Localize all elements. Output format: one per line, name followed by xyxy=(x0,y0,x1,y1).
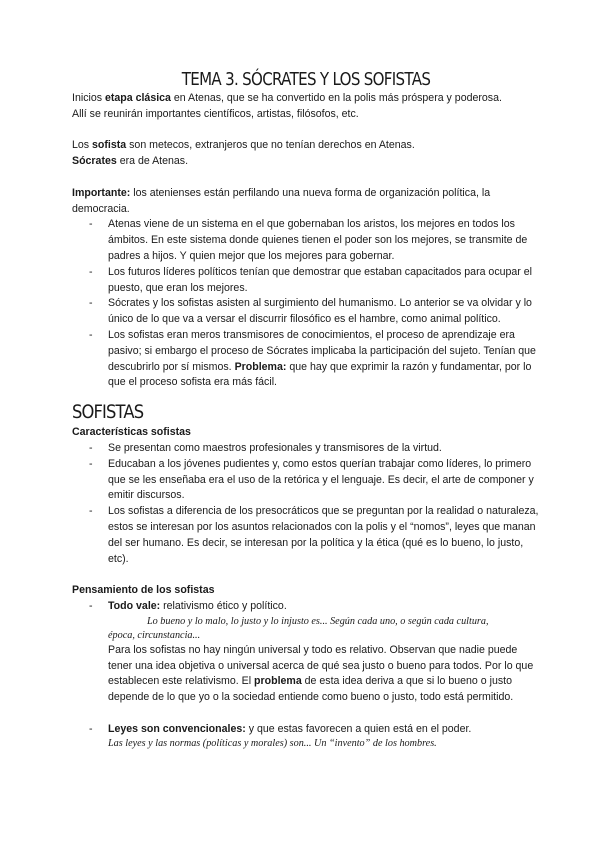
pensamiento-list-2 xyxy=(72,722,540,738)
problema-term: problema xyxy=(254,675,302,688)
intro-text: Inicios xyxy=(72,92,105,104)
text: Los sofistas eran meros transmisores de conocimientos, el proceso de aprendizaje era pasivo; si embargo el proceso de Sócrates implicaba la participación del sujeto. Tenían que descubrirlo por sí mismos. xyxy=(108,328,536,373)
intro-text: en Atenas, que se ha convertido en la polis más próspera y poderosa. xyxy=(170,92,502,104)
list-item-todo-vale xyxy=(72,599,540,615)
importante-list xyxy=(72,217,540,391)
quote-leyes: Las leyes y las normas (políticas y morales) son... Un “invento” de los hombres. xyxy=(108,738,437,750)
list-item-leyes xyxy=(72,722,540,738)
importante-label: Importante: xyxy=(72,186,131,199)
list-item: - Los futuros líderes políticos tenían que demostrar que estaban capacitados para ocupar el puesto, que eran los mejores. xyxy=(72,265,540,297)
pensamiento-list xyxy=(72,599,540,615)
list-item: - Se presentan como maestros profesionales y transmisores de la virtud. xyxy=(72,441,540,457)
list-item: - Sócrates y los sofistas asisten al surgimiento del humanismo. Lo anterior se va olvidar y lo único de lo que va a versar el discurrir filosófico es el hambre, como animal político. xyxy=(72,296,540,328)
list-item xyxy=(72,328,540,391)
socrates-definition xyxy=(72,154,540,170)
bold-term: Sócrates xyxy=(72,155,117,168)
text: son metecos, extranjeros que no tenían derechos en Atenas. xyxy=(126,139,415,152)
intro-bold: etapa clásica xyxy=(104,92,171,104)
page-title: TEMA 3. SÓCRATES Y LOS SOFISTAS xyxy=(181,70,431,90)
text: Los xyxy=(72,139,93,152)
caracteristicas-heading: Características sofistas xyxy=(72,426,191,439)
quote-relativism-line-1: Lo bueno y lo malo, lo justo y lo injusto es... Según cada uno, o según cada cultura, xyxy=(147,615,489,627)
list-item: - Los sofistas a diferencia de los presocráticos que se preguntan por la realidad o naturaleza, estos se interesan por los asuntos relacionados con la polis y el “nomos”, leyes que manan del ser humano. Es decir, se interesan por la política y la ética (qué es lo bueno, lo justo, etc). xyxy=(72,504,540,567)
todo-vale-label: Todo vale: xyxy=(108,599,161,612)
text: Para los sofistas no hay ningún universal y todo es relativo. Observan que nadie puede tener una idea objetiva o universal acerca de qué sea justo o bueno para todos. Por lo que establecen este relativismo. El xyxy=(108,643,534,688)
list-item: - Educaban a los jóvenes pudientes y, como estos querían trabajar como líderes, lo primero que se les enseñaba era el uso de la retórica y el lenguaje. Es decir, el arte de componer y emitir discursos. xyxy=(72,457,540,504)
relativismo-paragraph xyxy=(72,643,540,706)
todo-vale-text: relativismo ético y político. xyxy=(160,599,287,612)
leyes-label: Leyes son convencionales: xyxy=(108,722,246,735)
text: que hay que exprimir la razón y fundamentar, por lo que el proceso sofista era más fácil. xyxy=(108,360,532,389)
leyes-text: y que estas favorecen a quien está en el poder. xyxy=(245,722,472,735)
text: de esta idea deriva a que si lo bueno o justo depende de lo que yo o la sociedad entiende como bueno o justo, todo está permitido. xyxy=(108,675,514,704)
bold-term: sofista xyxy=(92,139,127,152)
list-item: - Atenas viene de un sistema en el que gobernaban los aristos, los mejores en todos los ámbitos. En este sistema donde quienes tienen el poder son los mejores, se transmite de padres a hijos. Y quien mejor que los mejores para gobernar. xyxy=(72,217,540,264)
text: era de Atenas. xyxy=(116,155,189,168)
section-title-sofistas: SOFISTAS xyxy=(72,401,144,424)
importante-text: los atenienses están perfilando una nueva forma de organización política, la democracia. xyxy=(72,186,491,215)
caracteristicas-list xyxy=(72,441,540,567)
intro-line-1 xyxy=(72,91,540,107)
pensamiento-heading: Pensamiento de los sofistas xyxy=(72,584,215,597)
intro-line-2: Allí se reunirán importantes científicos, artistas, filósofos, etc. xyxy=(72,107,359,120)
quote-relativism-line-2: época, circunstancia... xyxy=(108,629,201,641)
problema-label: Problema: xyxy=(234,360,287,373)
importante-paragraph xyxy=(72,186,540,218)
sofista-definition xyxy=(72,138,540,154)
